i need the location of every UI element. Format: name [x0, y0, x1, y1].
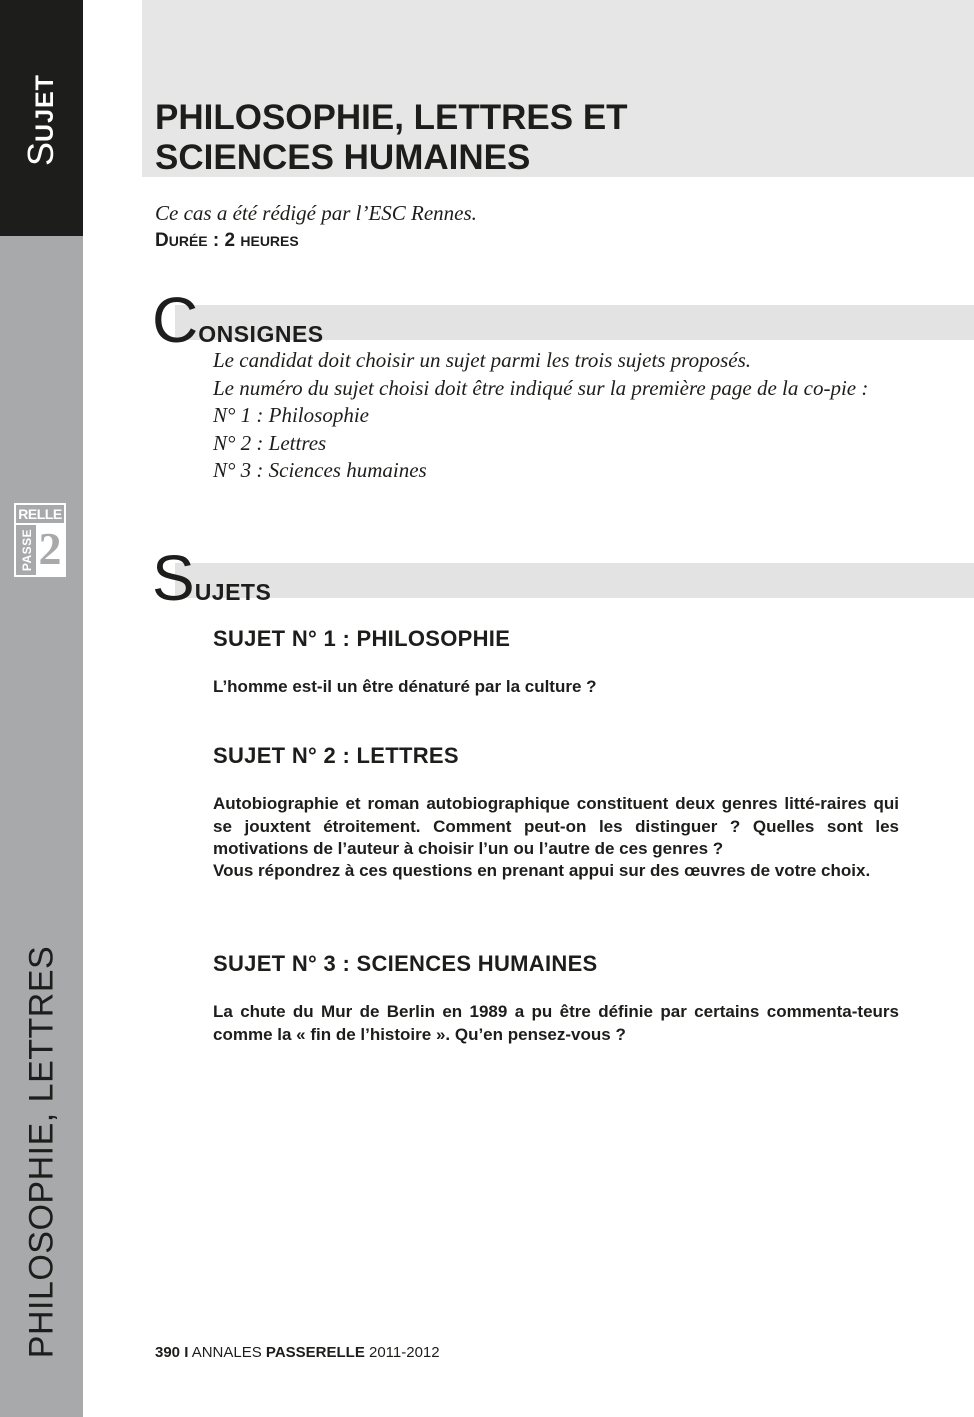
sujets-heading	[152, 542, 272, 614]
subject-1-title: SUJET N° 1 : PHILOSOPHIE	[213, 626, 511, 651]
duration-unit: HEURES	[240, 233, 299, 249]
logo-side-text: PASSE	[20, 528, 35, 572]
footer-year: 2011-2012	[369, 1344, 440, 1361]
logo-top-text: RELLE	[16, 505, 64, 525]
duration	[155, 230, 299, 252]
consignes-line: N° 2 : Lettres	[213, 430, 327, 455]
footer-brand: PASSERELLE	[265, 1344, 365, 1361]
sujets-initial: S	[152, 542, 195, 614]
sidebar-section-block	[0, 0, 83, 236]
page-title-line2: SCIENCES HUMAINES	[155, 138, 531, 177]
logo-number: 2	[36, 523, 64, 575]
consignes-body	[213, 347, 899, 485]
section-tag	[20, 74, 62, 166]
consignes-label: ONSIGNES	[198, 321, 324, 347]
subject-3-title: SUJET N° 3 : SCIENCES HUMAINES	[213, 951, 598, 976]
subject-3-text: La chute du Mur de Berlin en 1989 a pu être définie par certains commenta-teurs comme la « fin de l’histoire ». Qu’en pensez-vous ?	[213, 1002, 899, 1044]
sujets-heading-band	[175, 563, 974, 598]
duration-value: : 2	[207, 230, 241, 251]
subject-2-text: Autobiographie et roman autobiographique constituent deux genres litté-raires qui se jouxtent étroitement. Comment peut-on les distinguer ? Quelles sont les motivations de l’auteur à choisir l’un ou l’autre de ces genres ?	[213, 794, 899, 858]
duration-initial: D	[155, 230, 169, 251]
consignes-line: N° 3 : Sciences humaines	[213, 458, 427, 482]
subject-2-title: SUJET N° 2 : LETTRES	[213, 743, 459, 768]
page-title	[155, 98, 915, 178]
sujets-label: UJETS	[194, 579, 272, 605]
consignes-line: N° 1 : Philosophie	[213, 403, 369, 427]
section-tag-initial: S	[20, 141, 61, 166]
footer-annales: ANNALES	[191, 1344, 262, 1361]
page-number: 390	[155, 1344, 181, 1361]
consignes-heading	[152, 284, 324, 356]
sidebar-subject-label: PHILOSOPHIE, LETTRES	[22, 945, 61, 1359]
author-note: Ce cas a été rédigé par l’ESC Rennes.	[155, 201, 477, 225]
subject-2-text-2: Vous répondrez à ces questions en prenant appui sur des œuvres de votre choix.	[213, 861, 871, 880]
page-title-line1: PHILOSOPHIE, LETTRES ET	[155, 98, 628, 137]
consignes-initial: C	[152, 284, 199, 356]
sidebar	[0, 0, 83, 1417]
consignes-line: Le numéro du sujet choisi doit être indiqué sur la première page de la co-pie :	[213, 375, 869, 400]
duration-label: URÉE	[168, 233, 208, 249]
consignes-line: Le candidat doit choisir un sujet parmi les trois sujets proposés.	[213, 348, 752, 372]
page-footer	[155, 1344, 440, 1361]
footer-separator: I	[184, 1344, 189, 1361]
subject-1-text: L’homme est-il un être dénaturé par la culture ?	[213, 677, 597, 696]
passerelle-logo	[14, 503, 66, 577]
section-tag-rest: UJET	[31, 74, 59, 142]
